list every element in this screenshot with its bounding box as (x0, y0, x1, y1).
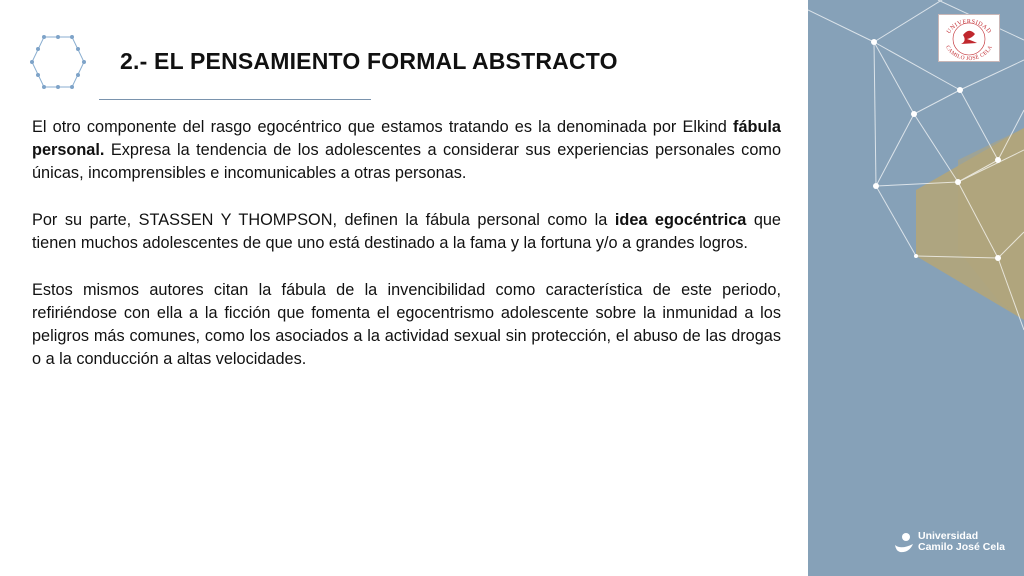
svg-text:UNIVERSIDAD: UNIVERSIDAD (946, 18, 992, 36)
logo-wordmark (918, 531, 1005, 553)
side-panel (808, 0, 1024, 576)
svg-text:CAMILO JOSÉ CELA: CAMILO JOSÉ CELA (944, 44, 994, 61)
hexagon-dots-icon (30, 34, 86, 90)
paragraph-1 (32, 116, 781, 185)
university-logo (893, 530, 1018, 556)
paragraph-3 (32, 279, 781, 371)
title-underline (99, 99, 371, 100)
term-idea-egocentrica: idea egocéntrica (614, 211, 747, 229)
body-text (32, 116, 781, 395)
university-seal (938, 14, 1000, 62)
paragraph-3-run-1: Estos mismos autores citan la fábula de la invencibilidad como característica de este periodo, refiriéndose con ella a la ficción que fomenta el egocentrismo adolescente sobre la inmunidad a los peligros más comunes, como los asociados a la actividad sexual sin protección, el abuso de las drogas o a la conducción a altas velocidades. (32, 281, 781, 368)
slide-title: 2.- EL PENSAMIENTO FORMAL ABSTRACTO (120, 48, 618, 74)
paragraph-2-run-3: que tienen muchos adolescentes de que uno está destinado a la fama y la fortuna y/o a grandes logros. (32, 211, 781, 252)
university-seal-icon (939, 15, 999, 61)
university-logo-icon (893, 532, 915, 554)
paragraph-1-run-3: Expresa la tendencia de los adolescentes a considerar sus experiencias personales como únicas, incomprensibles e incomunicables a otras personas. (32, 141, 781, 182)
logo-line-2: Camilo José Cela (918, 541, 1005, 553)
term-fabula-personal: fábula personal. (32, 118, 781, 159)
network-lines-icon (808, 0, 1024, 576)
logo-line-1: Universidad (918, 530, 979, 542)
paragraph-2 (32, 209, 781, 255)
paragraph-1-run-1: El otro componente del rasgo egocéntrico que estamos tratando es la denominada por Elkind (32, 118, 734, 136)
paragraph-2-run-1: Por su parte, STASSEN Y THOMPSON, definen la fábula personal como la (32, 211, 615, 229)
